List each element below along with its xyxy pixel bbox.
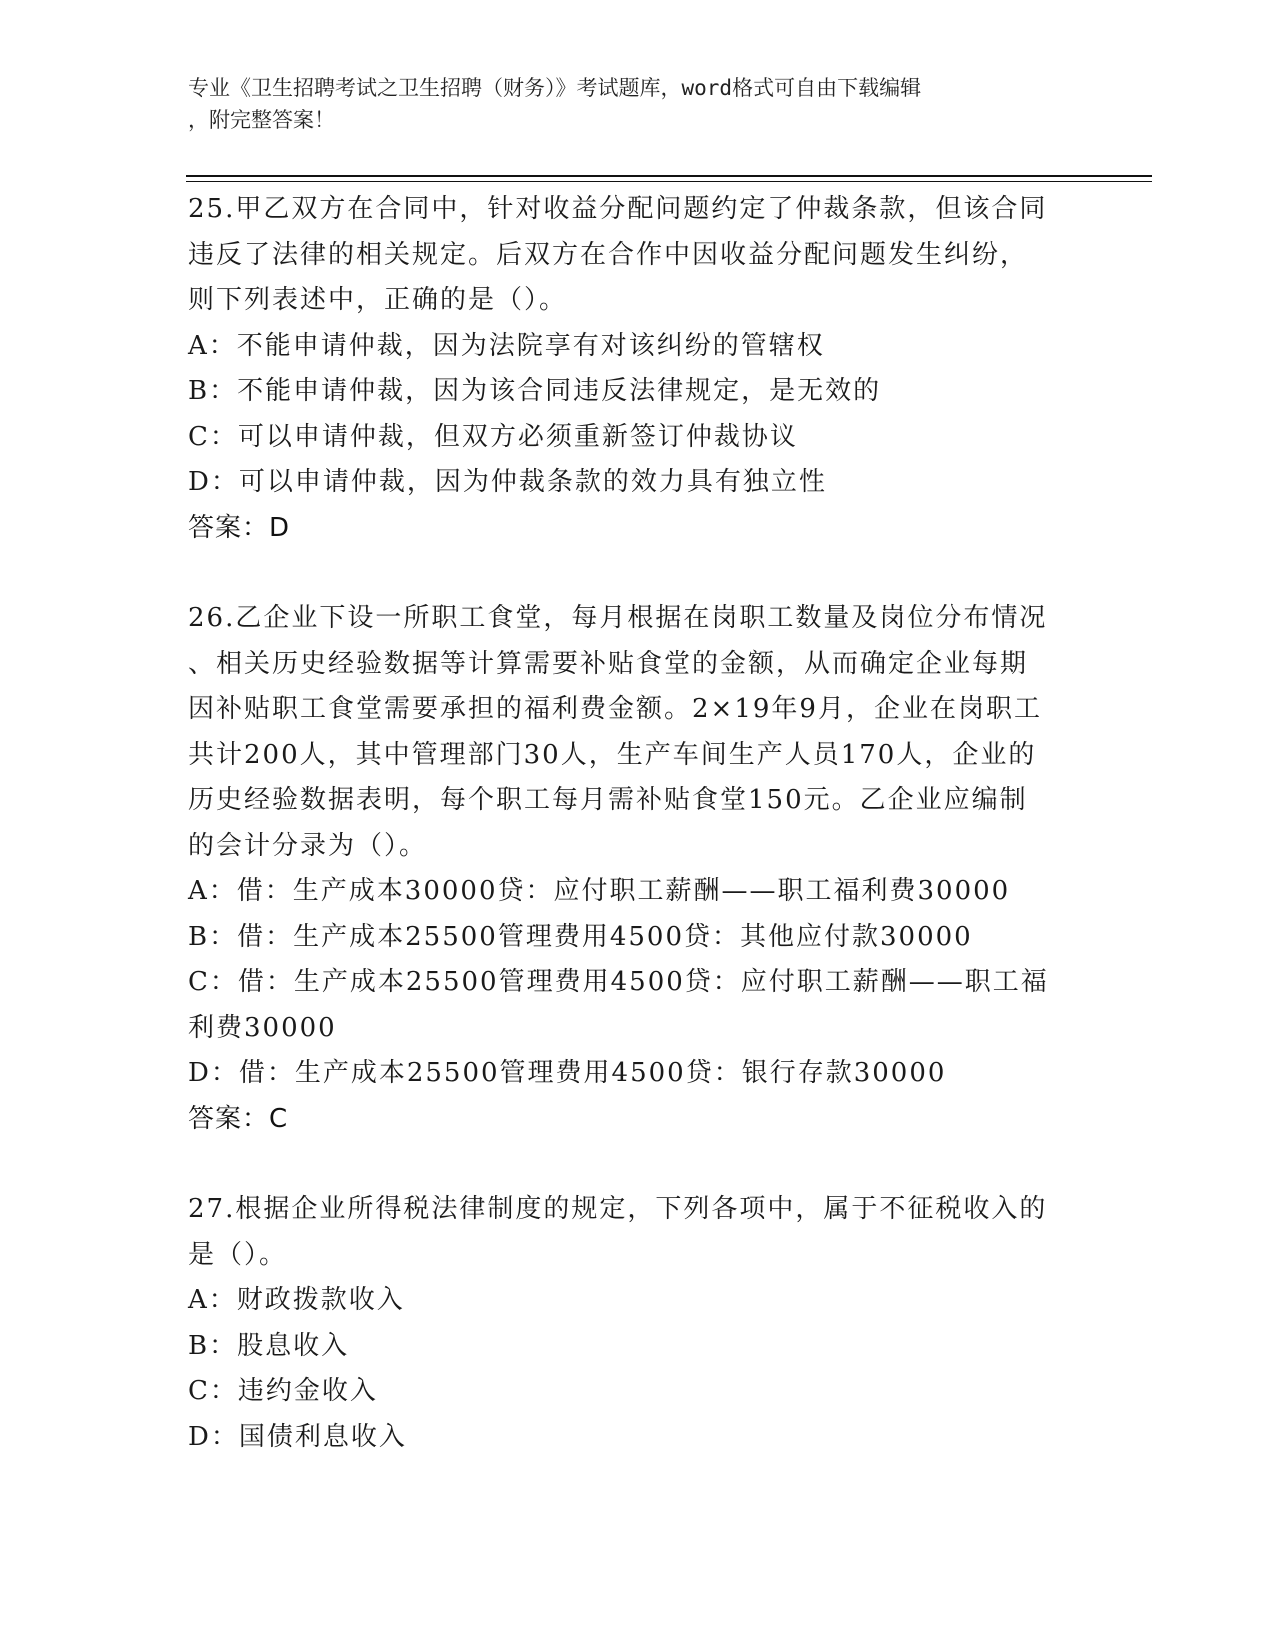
question-text-line: 是（）。: [188, 1239, 288, 1270]
option-d: D：借：生产成本25500管理费用4500贷：银行存款30000: [188, 1058, 947, 1088]
option-a: A：不能申请仲裁，因为法院享有对该纠纷的管辖权: [188, 330, 825, 361]
option-c: C：违约金收入: [188, 1376, 378, 1406]
option-d: D：国债利息收入: [188, 1421, 407, 1452]
option-d: D：可以申请仲裁，因为仲裁条款的效力具有独立性: [188, 467, 827, 497]
question-25: [188, 187, 1088, 551]
header-line-2: ，附完整答案！: [188, 108, 335, 132]
spacer: [188, 1142, 1088, 1187]
spacer: [188, 551, 1088, 596]
question-list: [188, 187, 1088, 1460]
question-text-line: 27.根据企业所得税法律制度的规定，下列各项中，属于不征税收入的: [188, 1194, 1048, 1224]
question-27: [188, 1187, 1088, 1460]
page-header: [188, 72, 1088, 136]
question-text-line: 历史经验数据表明，每个职工每月需补贴食堂150元。乙企业应编制: [188, 785, 1028, 815]
answer: 答案：D: [188, 512, 291, 543]
question-text-line: 则下列表述中，正确的是（）。: [188, 285, 568, 315]
question-text-line: 因补贴职工食堂需要承担的福利费金额。2×19年9月，企业在岗职工: [188, 694, 1042, 724]
option-a: A：借：生产成本30000贷：应付职工薪酬——职工福利费30000: [188, 876, 1011, 906]
question-text-line: 25.甲乙双方在合同中，针对收益分配问题约定了仲裁条款，但该合同: [188, 194, 1048, 224]
option-b: B：股息收入: [188, 1330, 350, 1361]
option-b: B：不能申请仲裁，因为该合同违反法律规定，是无效的: [188, 376, 882, 406]
question-text-line: 26.乙企业下设一所职工食堂，每月根据在岗职工数量及岗位分布情况: [188, 603, 1048, 633]
option-a: A：财政拨款收入: [188, 1285, 405, 1315]
option-c: C：可以申请仲裁，但双方必须重新签订仲裁协议: [188, 421, 798, 452]
header-rule-thick: [186, 175, 1152, 177]
header-rule-thin: [186, 181, 1152, 182]
option-b: B：借：生产成本25500管理费用4500贷：其他应付款30000: [188, 921, 973, 952]
question-text-line: 共计200人，其中管理部门30人，生产车间生产人员170人，企业的: [188, 739, 1037, 770]
question-text-line: 违反了法律的相关规定。后双方在合作中因收益分配问题发生纠纷，: [188, 239, 1029, 270]
question-text-line: 的会计分录为（）。: [188, 830, 428, 861]
question-26: [188, 596, 1088, 1142]
option-c: C：借：生产成本25500管理费用4500贷：应付职工薪酬——职工福: [188, 967, 1049, 997]
question-text-line: 、相关历史经验数据等计算需要补贴食堂的金额，从而确定企业每期: [188, 648, 1029, 679]
option-c-continued: 利费30000: [188, 1012, 337, 1043]
answer: 答案：C: [188, 1103, 289, 1134]
header-line-1: 专业《卫生招聘考试之卫生招聘（财务）》考试题库，word格式可自由下载编辑: [188, 76, 922, 100]
